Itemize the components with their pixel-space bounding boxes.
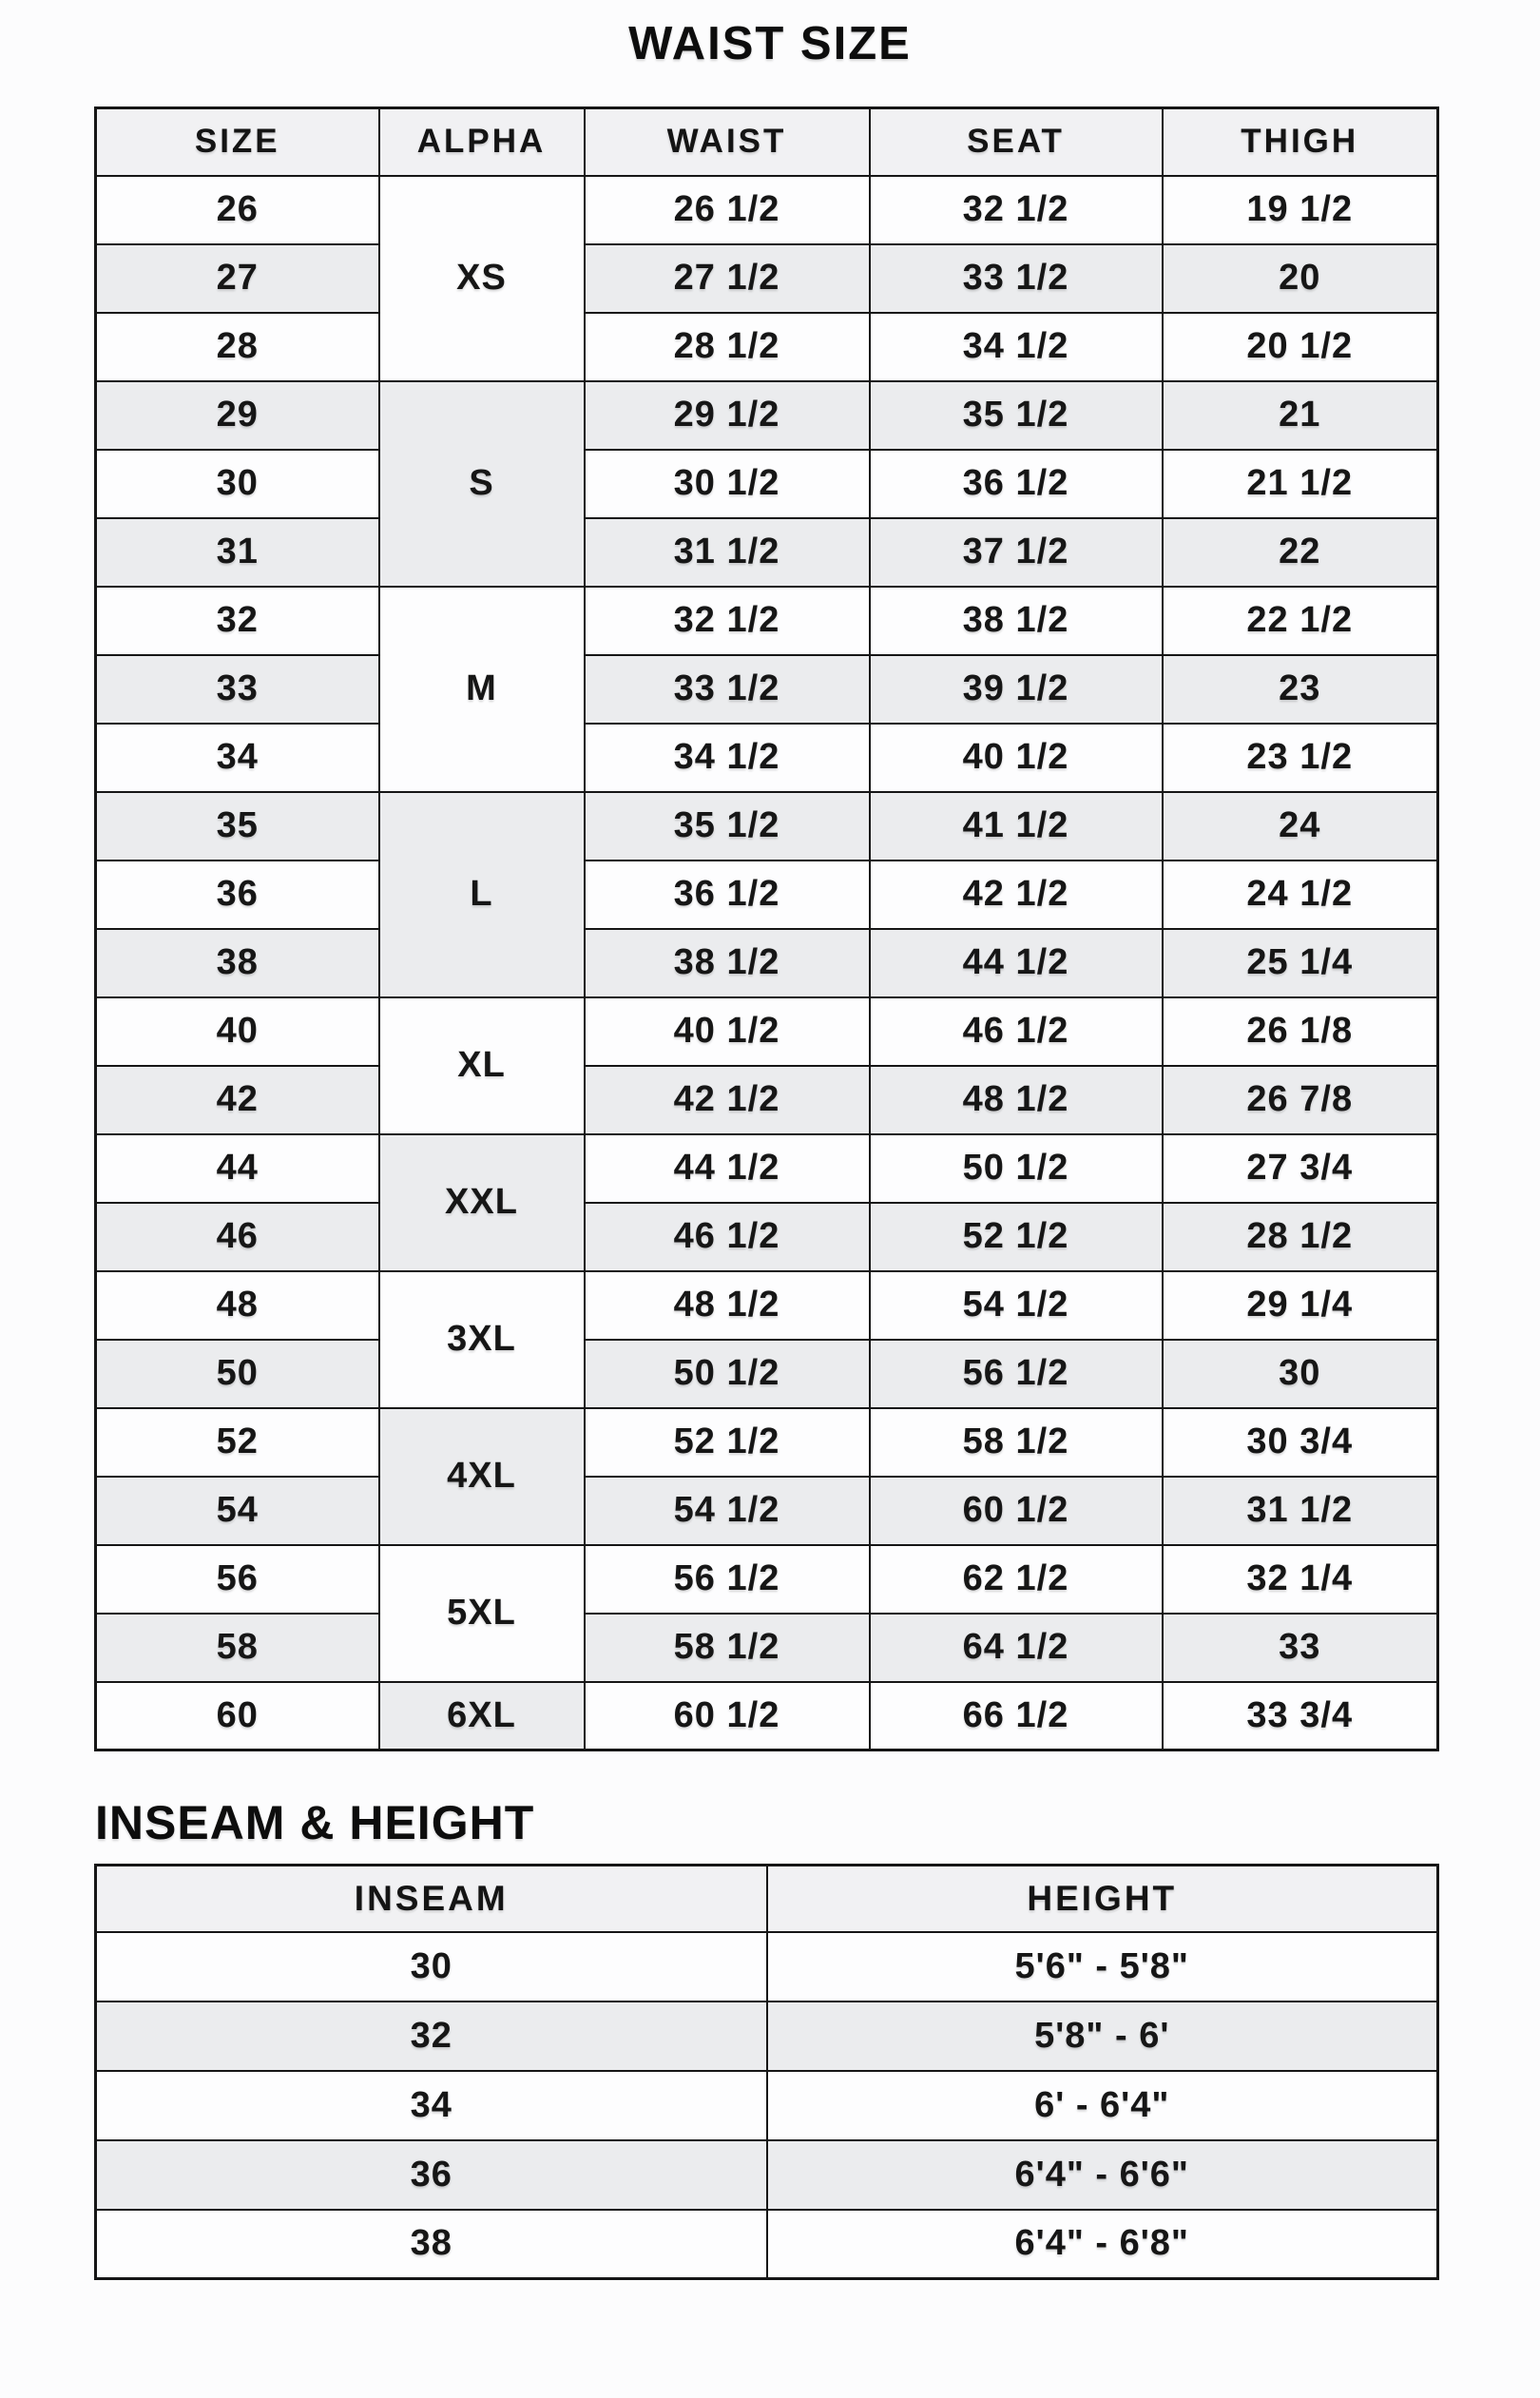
table-row [96, 792, 1438, 861]
alpha-cell: XS [379, 176, 585, 381]
table-row [96, 2140, 1438, 2210]
size-cell: 52 [96, 1408, 379, 1477]
seat-cell: 32 1/2 [870, 176, 1163, 244]
table-row [96, 1614, 1438, 1682]
size-cell: 36 [96, 861, 379, 929]
seat-cell: 33 1/2 [870, 244, 1163, 313]
seat-cell: 54 1/2 [870, 1271, 1163, 1340]
seat-cell: 50 1/2 [870, 1134, 1163, 1203]
size-cell: 26 [96, 176, 379, 244]
seat-cell: 40 1/2 [870, 724, 1163, 792]
inseam-cell: 36 [96, 2140, 767, 2210]
waist-cell: 44 1/2 [585, 1134, 870, 1203]
seat-cell: 62 1/2 [870, 1545, 1163, 1614]
waist-cell: 31 1/2 [585, 518, 870, 587]
table-row [96, 244, 1438, 313]
thigh-cell: 20 1/2 [1163, 313, 1438, 381]
table-row [96, 1271, 1438, 1340]
size-cell: 32 [96, 587, 379, 655]
seat-cell: 52 1/2 [870, 1203, 1163, 1271]
seat-cell: 42 1/2 [870, 861, 1163, 929]
inseam-cell: 32 [96, 2002, 767, 2071]
waist-cell: 36 1/2 [585, 861, 870, 929]
inseam-height-table [94, 1864, 1439, 2280]
waist-cell: 40 1/2 [585, 997, 870, 1066]
thigh-cell: 26 1/8 [1163, 997, 1438, 1066]
inseam-table-header-row [96, 1866, 1438, 1932]
table-row [96, 1682, 1438, 1750]
column-header-seat: SEAT [870, 108, 1163, 176]
height-cell: 6' - 6'4" [767, 2071, 1438, 2140]
height-cell: 5'6" - 5'8" [767, 1932, 1438, 2002]
thigh-cell: 22 1/2 [1163, 587, 1438, 655]
seat-cell: 36 1/2 [870, 450, 1163, 518]
size-cell: 46 [96, 1203, 379, 1271]
waist-cell: 28 1/2 [585, 313, 870, 381]
thigh-cell: 24 [1163, 792, 1438, 861]
waist-cell: 48 1/2 [585, 1271, 870, 1340]
size-cell: 27 [96, 244, 379, 313]
seat-cell: 34 1/2 [870, 313, 1163, 381]
size-cell: 33 [96, 655, 379, 724]
size-cell: 50 [96, 1340, 379, 1408]
table-row [96, 1932, 1438, 2002]
waist-cell: 46 1/2 [585, 1203, 870, 1271]
seat-cell: 35 1/2 [870, 381, 1163, 450]
waist-cell: 29 1/2 [585, 381, 870, 450]
table-row [96, 2071, 1438, 2140]
thigh-cell: 23 [1163, 655, 1438, 724]
size-cell: 29 [96, 381, 379, 450]
alpha-cell: XL [379, 997, 585, 1134]
alpha-cell: 5XL [379, 1545, 585, 1682]
height-cell: 5'8" - 6' [767, 2002, 1438, 2071]
thigh-cell: 30 3/4 [1163, 1408, 1438, 1477]
size-cell: 58 [96, 1614, 379, 1682]
table-row [96, 1066, 1438, 1134]
seat-cell: 66 1/2 [870, 1682, 1163, 1750]
table-row [96, 176, 1438, 244]
alpha-cell: S [379, 381, 585, 587]
page-title: WAIST SIZE [628, 18, 912, 69]
waist-cell: 32 1/2 [585, 587, 870, 655]
waist-cell: 30 1/2 [585, 450, 870, 518]
alpha-cell: 3XL [379, 1271, 585, 1408]
seat-cell: 46 1/2 [870, 997, 1163, 1066]
table-row [96, 997, 1438, 1066]
table-row [96, 929, 1438, 997]
table-row [96, 518, 1438, 587]
table-row [96, 1477, 1438, 1545]
thigh-cell: 21 [1163, 381, 1438, 450]
column-header-size: SIZE [96, 108, 379, 176]
column-header-height: HEIGHT [767, 1866, 1438, 1932]
thigh-cell: 32 1/4 [1163, 1545, 1438, 1614]
waist-cell: 58 1/2 [585, 1614, 870, 1682]
thigh-cell: 27 3/4 [1163, 1134, 1438, 1203]
alpha-cell: M [379, 587, 585, 792]
waist-cell: 34 1/2 [585, 724, 870, 792]
size-cell: 56 [96, 1545, 379, 1614]
thigh-cell: 28 1/2 [1163, 1203, 1438, 1271]
waist-cell: 52 1/2 [585, 1408, 870, 1477]
waist-table-header-row [96, 108, 1438, 176]
size-cell: 28 [96, 313, 379, 381]
height-cell: 6'4" - 6'6" [767, 2140, 1438, 2210]
table-row [96, 1545, 1438, 1614]
seat-cell: 41 1/2 [870, 792, 1163, 861]
column-header-inseam: INSEAM [96, 1866, 767, 1932]
height-cell: 6'4" - 6'8" [767, 2210, 1438, 2279]
seat-cell: 58 1/2 [870, 1408, 1163, 1477]
table-row [96, 724, 1438, 792]
seat-cell: 38 1/2 [870, 587, 1163, 655]
size-cell: 35 [96, 792, 379, 861]
column-header-thigh: THIGH [1163, 108, 1438, 176]
waist-cell: 60 1/2 [585, 1682, 870, 1750]
inseam-cell: 34 [96, 2071, 767, 2140]
waist-cell: 35 1/2 [585, 792, 870, 861]
thigh-cell: 33 [1163, 1614, 1438, 1682]
thigh-cell: 24 1/2 [1163, 861, 1438, 929]
column-header-alpha: ALPHA [379, 108, 585, 176]
table-row [96, 2210, 1438, 2279]
table-row [96, 1408, 1438, 1477]
size-cell: 54 [96, 1477, 379, 1545]
thigh-cell: 26 7/8 [1163, 1066, 1438, 1134]
seat-cell: 60 1/2 [870, 1477, 1163, 1545]
waist-cell: 50 1/2 [585, 1340, 870, 1408]
seat-cell: 56 1/2 [870, 1340, 1163, 1408]
table-row [96, 861, 1438, 929]
table-row [96, 1340, 1438, 1408]
waist-size-table [94, 106, 1439, 1751]
waist-cell: 33 1/2 [585, 655, 870, 724]
thigh-cell: 33 3/4 [1163, 1682, 1438, 1750]
thigh-cell: 20 [1163, 244, 1438, 313]
column-header-waist: WAIST [585, 108, 870, 176]
size-cell: 42 [96, 1066, 379, 1134]
table-row [96, 313, 1438, 381]
thigh-cell: 23 1/2 [1163, 724, 1438, 792]
size-cell: 60 [96, 1682, 379, 1750]
thigh-cell: 25 1/4 [1163, 929, 1438, 997]
thigh-cell: 30 [1163, 1340, 1438, 1408]
seat-cell: 39 1/2 [870, 655, 1163, 724]
thigh-cell: 21 1/2 [1163, 450, 1438, 518]
inseam-cell: 30 [96, 1932, 767, 2002]
alpha-cell: XXL [379, 1134, 585, 1271]
waist-cell: 56 1/2 [585, 1545, 870, 1614]
size-cell: 31 [96, 518, 379, 587]
table-row [96, 1134, 1438, 1203]
size-cell: 30 [96, 450, 379, 518]
alpha-cell: 4XL [379, 1408, 585, 1545]
size-cell: 38 [96, 929, 379, 997]
inseam-section-title: INSEAM & HEIGHT [95, 1796, 535, 1849]
table-row [96, 450, 1438, 518]
table-row [96, 381, 1438, 450]
table-row [96, 1203, 1438, 1271]
waist-cell: 26 1/2 [585, 176, 870, 244]
seat-cell: 48 1/2 [870, 1066, 1163, 1134]
table-row [96, 2002, 1438, 2071]
thigh-cell: 22 [1163, 518, 1438, 587]
size-cell: 48 [96, 1271, 379, 1340]
waist-cell: 38 1/2 [585, 929, 870, 997]
seat-cell: 64 1/2 [870, 1614, 1163, 1682]
inseam-cell: 38 [96, 2210, 767, 2279]
thigh-cell: 29 1/4 [1163, 1271, 1438, 1340]
alpha-cell: L [379, 792, 585, 997]
table-row [96, 655, 1438, 724]
seat-cell: 44 1/2 [870, 929, 1163, 997]
seat-cell: 37 1/2 [870, 518, 1163, 587]
thigh-cell: 19 1/2 [1163, 176, 1438, 244]
waist-cell: 42 1/2 [585, 1066, 870, 1134]
size-cell: 40 [96, 997, 379, 1066]
alpha-cell: 6XL [379, 1682, 585, 1750]
thigh-cell: 31 1/2 [1163, 1477, 1438, 1545]
waist-cell: 27 1/2 [585, 244, 870, 313]
waist-cell: 54 1/2 [585, 1477, 870, 1545]
size-cell: 34 [96, 724, 379, 792]
size-cell: 44 [96, 1134, 379, 1203]
table-row [96, 587, 1438, 655]
